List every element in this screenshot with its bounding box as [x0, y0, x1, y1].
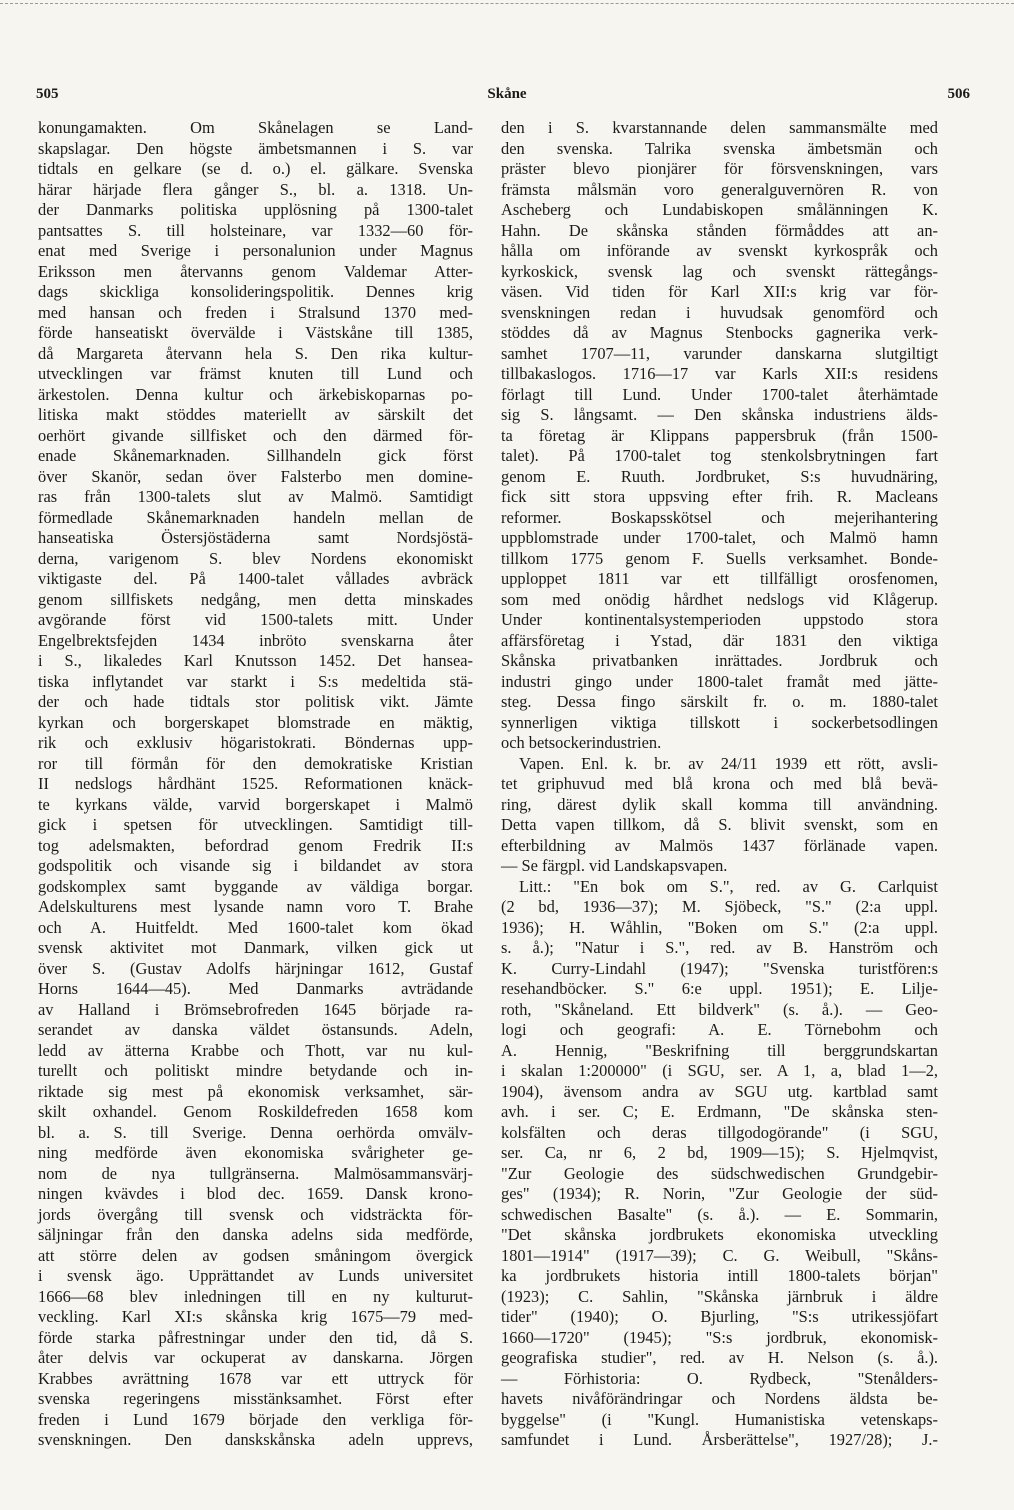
- text-line: (2 bd, 1936—37); M. Sjöbeck, "S." (2:a uppl.: [501, 897, 938, 916]
- text-line: med hansan och freden i Stralsund 1370 med-: [38, 302, 473, 322]
- text-line: ring, därest dylik skall komma till användning.: [501, 794, 938, 814]
- text-line: 1666—68 blev inledningen till en ny kulturut-: [38, 1286, 473, 1306]
- top-border: [0, 3, 1014, 4]
- text-line: i skalan 1:200000" (i SGU, ser. A 1, a, blad 1—2,: [501, 1061, 938, 1080]
- text-line: — Förhistoria: O. Rydbeck, "Stenålders-: [501, 1368, 938, 1388]
- text-line: "Zur Geologie des südschwedischen Grundgebir-: [501, 1163, 938, 1183]
- text-line: i svensk ägo. Upprättandet av Lunds universitet: [38, 1266, 473, 1285]
- text-line: och betsockerindustrien.: [501, 733, 662, 752]
- text-line: skapslagar. Den högste ämbetsmannen i S. var: [38, 138, 473, 158]
- text-line: ges" (1934); R. Norin, "Zur Geologie der süd-: [501, 1184, 938, 1203]
- text-line: tiska inflytandet var starkt i S:s medeltida stä-: [38, 671, 473, 691]
- text-line: Vapen. Enl. k. br. av 24/11 1939 ett rött, avsli-: [519, 753, 938, 773]
- text-line: "Det skånska jordbrukets ekonomiska utveckling: [501, 1225, 938, 1244]
- text-line: åter delvis var ockuperat av danskarna. Jörgen: [38, 1348, 473, 1367]
- text-line: skilt oxhandel. Genom Roskildefreden 1658 kom: [38, 1102, 473, 1121]
- text-line: II nedslogs hårdhänt 1525. Reformationen knäck-: [38, 774, 473, 793]
- text-line: K. Curry-Lindahl (1947); "Svenska turistfören:s: [501, 958, 938, 978]
- page-header: [0, 86, 1014, 108]
- text-line: tider" (1940); O. Bjurling, "S:s utrikessjöfart: [501, 1307, 938, 1326]
- text-line: oerhört givande sillfisket och den därmed för-: [38, 425, 473, 445]
- text-line: reformer. Boskapsskötsel och mejerihantering: [501, 507, 938, 527]
- text-line: Engelbrektsfejden 1434 inbröto svenskarna åter: [38, 630, 473, 650]
- text-line: svensk aktivitet mot Danmark, vilken gick ut: [38, 938, 473, 957]
- text-line: ärkestolen. Denna kultur och ärkebiskoparnas po-: [38, 384, 473, 404]
- text-line: då Margareta återvann hela S. Den rika kultur-: [38, 343, 473, 363]
- text-line: stöddes då av Magnus Stenbocks gagnerika verk-: [501, 323, 938, 342]
- text-line: härar härjade flera gånger S., bl. a. 1318. Un-: [38, 179, 473, 199]
- text-line: över Skanör, sedan över Falsterbo men domine-: [38, 466, 473, 486]
- text-line: logi och geografi: A. E. Törnebohm och: [501, 1020, 938, 1039]
- text-line: över S. (Gustav Adolfs härjningar 1612, Gustaf: [38, 958, 473, 978]
- text-line: konungamakten. Om Skånelagen se Land-: [38, 118, 473, 137]
- text-line: den i S. kvarstannande delen sammansmälte med: [501, 118, 938, 137]
- text-line: Adelskulturens mest lysande namn voro T. Brahe: [38, 897, 473, 916]
- text-line: tillkom 1775 genom F. Suells verksamhet. Bonde-: [501, 548, 938, 568]
- text-line: kyrkoskick, svensk lag och svenskt rättegångs-: [501, 261, 938, 281]
- text-line: Skånska privatbanken inrättades. Jordbruk och: [501, 651, 938, 670]
- text-line: Detta vapen tillkom, då S. blivit svenskt, som en: [501, 815, 938, 834]
- text-line: ledd av ätterna Krabbe och Thott, var nu kul-: [38, 1040, 473, 1060]
- text-line: pantsattes S. till holsteinare, var 1332—60 för-: [38, 220, 473, 240]
- text-line: förde hanseatiskt övervälde i Västskåne till 1385,: [38, 323, 473, 342]
- text-line: talet). På 1700-talet tog stenkolsbrytningen fart: [501, 446, 938, 465]
- text-line: A. Hennig, "Beskrifning till berggrundskartan: [501, 1040, 938, 1060]
- text-line: Krabbes avrättning 1678 var ett uttryck för: [38, 1368, 473, 1388]
- text-line: dags skickliga konsolideringspolitik. Dennes krig: [38, 282, 473, 301]
- text-line: väsen. Vid tiden för Karl XII:s krig var för-: [501, 282, 938, 301]
- text-line: Hahn. De skånska stånden förmåddes att an-: [501, 220, 938, 240]
- page-number-left: 505: [36, 86, 59, 102]
- text-line: att större delen av godsen småningom övergick: [38, 1245, 473, 1265]
- page-title: Skåne: [487, 86, 527, 102]
- text-line: ka jordbrukets historia intill 1800-talets början": [501, 1266, 938, 1285]
- text-line: förmedlade Skånemarknaden handeln mellan de: [38, 507, 473, 527]
- text-line: havets nivåförändringar och Nordens äldsta be-: [501, 1389, 938, 1408]
- text-line: tidtals en gelkare (se d. o.) el. gälkare. Svenska: [38, 159, 473, 178]
- text-line: s. å.); "Natur i S.", red. av B. Hanström och: [501, 938, 938, 957]
- text-line: präster blevo pionjärer för försvenskningen, vars: [501, 159, 938, 178]
- text-line: gick i spetsen för utvecklingen. Samtidigt till-: [38, 815, 473, 834]
- text-line: utvecklingen var främst knuten till Lund och: [38, 364, 473, 383]
- text-line: svenskningen. Den danskskånska adeln upprevs,: [38, 1430, 473, 1449]
- text-line: bl. a. S. till Sverige. Denna oerhörda omvälv-: [38, 1122, 473, 1142]
- text-line: ta företag är Klippans pappersbruk (från 1500-: [501, 425, 938, 445]
- text-line: steg. Dessa fingo särskilt fr. o. m. 1880-talet: [501, 692, 938, 711]
- text-line: tillbakaslogos. 1716—17 var Karls XII:s residens: [501, 364, 938, 383]
- text-line: freden i Lund 1679 började den verkliga för-: [38, 1409, 473, 1429]
- text-line: godskomplex samt byggande av väldiga borgar.: [38, 876, 473, 896]
- text-line: turellt och politiskt mindre betydande och in-: [38, 1061, 473, 1080]
- text-line: sig S. långsamt. — Den skånska industriens älds-: [501, 405, 938, 424]
- text-line: tog adelsmakten, befordrad genom Fredrik II:s: [38, 835, 473, 855]
- text-line: främsta målsmän voro generalguvernören R. von: [501, 179, 938, 199]
- text-line: genom E. Ruuth. Jordbruket, S:s huvudnäring,: [501, 466, 938, 486]
- text-line: synnerligen viktiga tillskott i sockerbetsodlingen: [501, 712, 938, 732]
- text-line: Litt.: "En bok om S.", red. av G. Carlquist: [519, 876, 938, 896]
- text-line: som med onödig hårdhet nedslogs vid Klågerup.: [501, 589, 938, 609]
- text-line: den svenska. Talrika svenska ämbetsmän och: [501, 138, 938, 158]
- text-line: — Se färgpl. vid Landskapsvapen.: [501, 856, 728, 875]
- text-line: resehandböcker. S." 6:e uppl. 1951); E. Lilje-: [501, 979, 938, 998]
- text-line: ras från 1300-talets slut av Malmö. Samtidigt: [38, 487, 473, 506]
- text-line: Ascheberg och Lundabiskopen smålänningen K.: [501, 200, 938, 219]
- text-line: ror till förmån för den demokratiske Kristian: [38, 753, 473, 773]
- text-line: och A. Huitfeldt. Med 1600-talet kom ökad: [38, 917, 473, 937]
- text-line: ning medförde även ekonomiska svårigheter ge-: [38, 1143, 473, 1162]
- text-line: genom sillfiskets nedgång, men detta minskades: [38, 589, 473, 609]
- text-line: (1923); C. Sahlin, "Skånska järnbruk i äldre: [501, 1286, 938, 1306]
- text-line: byggelse" (i "Kungl. Humanistiska vetenskaps-: [501, 1409, 938, 1429]
- text-line: 1660—1720" (1945); "S:s jordbruk, ekonomisk-: [501, 1327, 938, 1347]
- page-number-right: 506: [947, 86, 970, 102]
- text-line: 1801—1914" (1917—39); C. G. Weibull, "Skåns-: [501, 1245, 938, 1265]
- text-line: ser. Ca, nr 6, 2 bd, 1909—15); S. Hjelmqvist,: [501, 1143, 938, 1162]
- text-line: serandet av danska väldet östansunds. Adeln,: [38, 1020, 473, 1039]
- text-line: litiska makt stöddes materiellt av särskilt det: [38, 405, 473, 424]
- text-line: upploppet 1811 var ett tillfälligt orosfenomen,: [501, 569, 938, 588]
- text-line: efterbildning av Malmös 1437 förlänade vapen.: [501, 835, 938, 855]
- text-line: jords övergång till svensk och vidsträckta för-: [38, 1204, 473, 1224]
- text-line: fick sitt stora uppsving efter frih. R. Macleans: [501, 487, 938, 506]
- text-line: kyrkan och borgerskapet blomstrade en mäktig,: [38, 712, 473, 732]
- text-line: uppblomstrade under 1700-talet, och Malmö hamn: [501, 528, 938, 547]
- text-line: veckling. Karl XI:s skånska krig 1675—79 med-: [38, 1307, 473, 1326]
- text-line: rik och exklusiv högaristokrati. Böndernas upp-: [38, 733, 473, 752]
- text-line: der Danmarks politiska upplösning på 1300-talet: [38, 200, 473, 219]
- text-line: förde starka påfrestningar under den tid, då S.: [38, 1327, 473, 1347]
- text-line: roth, "Skåneland. Ett bildverk" (s. å.). — Geo-: [501, 999, 938, 1019]
- text-line: industri gingo under 1800-talet framåt med jätte-: [501, 671, 938, 691]
- text-line: godspolitik och visande sig i bildandet av stora: [38, 856, 473, 875]
- text-line: 1936); H. Wåhlin, "Boken om S." (2:a uppl.: [501, 917, 938, 937]
- text-line: enat med Sverige i personalunion under Magnus: [38, 241, 473, 260]
- text-line: Eriksson men återvanns genom Valdemar Atter-: [38, 261, 473, 281]
- text-line: affärsföretag i Ystad, där 1831 den viktiga: [501, 630, 938, 650]
- text-line: förlagt till Lund. Under 1700-talet återhämtade: [501, 384, 938, 404]
- text-line: schwedischen Basalte" (s. å.). — E. Sommarin,: [501, 1204, 938, 1224]
- text-line: av Halland i Brömsebrofreden 1645 började ra-: [38, 999, 473, 1019]
- text-line: avh. i ser. C; E. Erdmann, "De skånska sten-: [501, 1102, 938, 1121]
- text-line: svenskningen redan i huvudsak genomförd och: [501, 302, 938, 322]
- text-line: viktigaste del. På 1400-talet vållades avbräck: [38, 569, 473, 588]
- text-line: samhet 1707—11, varunder danskarna slutgiltigt: [501, 343, 938, 363]
- text-line: i S., likaledes Karl Knutsson 1452. Det hansea-: [38, 651, 473, 670]
- text-line: Horns 1644—45). Med Danmarks avträdande: [38, 979, 473, 998]
- text-line: samfundet i Lund. Årsberättelse", 1927/28); J.-: [501, 1430, 938, 1449]
- text-line: te kyrkans välde, varvid borgerskapet i Malmö: [38, 794, 473, 814]
- text-line: geografiska studier", red. av H. Nelson (s. å.).: [501, 1348, 938, 1367]
- text-line: enade Skånemarknaden. Sillhandeln gick först: [38, 446, 473, 465]
- left-column: [38, 118, 473, 1451]
- text-line: avgörande först vid 1500-talets mitt. Under: [38, 610, 473, 629]
- text-line: kolsfälten och deras tillgodogörande" (i SGU,: [501, 1122, 938, 1142]
- text-line: ningen kvävdes i blod dec. 1659. Dansk krono-: [38, 1184, 473, 1203]
- right-column: [501, 118, 938, 1451]
- text-line: nom de nya tullgränserna. Malmösammansvärj-: [38, 1163, 473, 1183]
- text-line: 1904), ävensom andra av SGU utg. kartblad samt: [501, 1081, 938, 1101]
- text-line: hålla om införande av svenskt kyrkospråk och: [501, 241, 938, 260]
- text-line: derna, varigenom S. blev Nordens ekonomiskt: [38, 548, 473, 568]
- text-line: tet griphuvud med blå krona och med blå bevä-: [501, 774, 938, 793]
- text-line: der och hade tidtals stor politisk vikt. Jämte: [38, 692, 473, 711]
- text-line: svenska regeringens misstänksamhet. Först efter: [38, 1389, 473, 1408]
- text-line: säljningar från den danska adelns sida medförde,: [38, 1225, 473, 1244]
- text-line: riktade sig mest på ekonomisk verksamhet, sär-: [38, 1081, 473, 1101]
- text-line: Under kontinentalsystemperioden uppstodo stora: [501, 610, 938, 629]
- text-line: hanseatiska Östersjöstäderna samt Nordsjöstä-: [38, 528, 473, 547]
